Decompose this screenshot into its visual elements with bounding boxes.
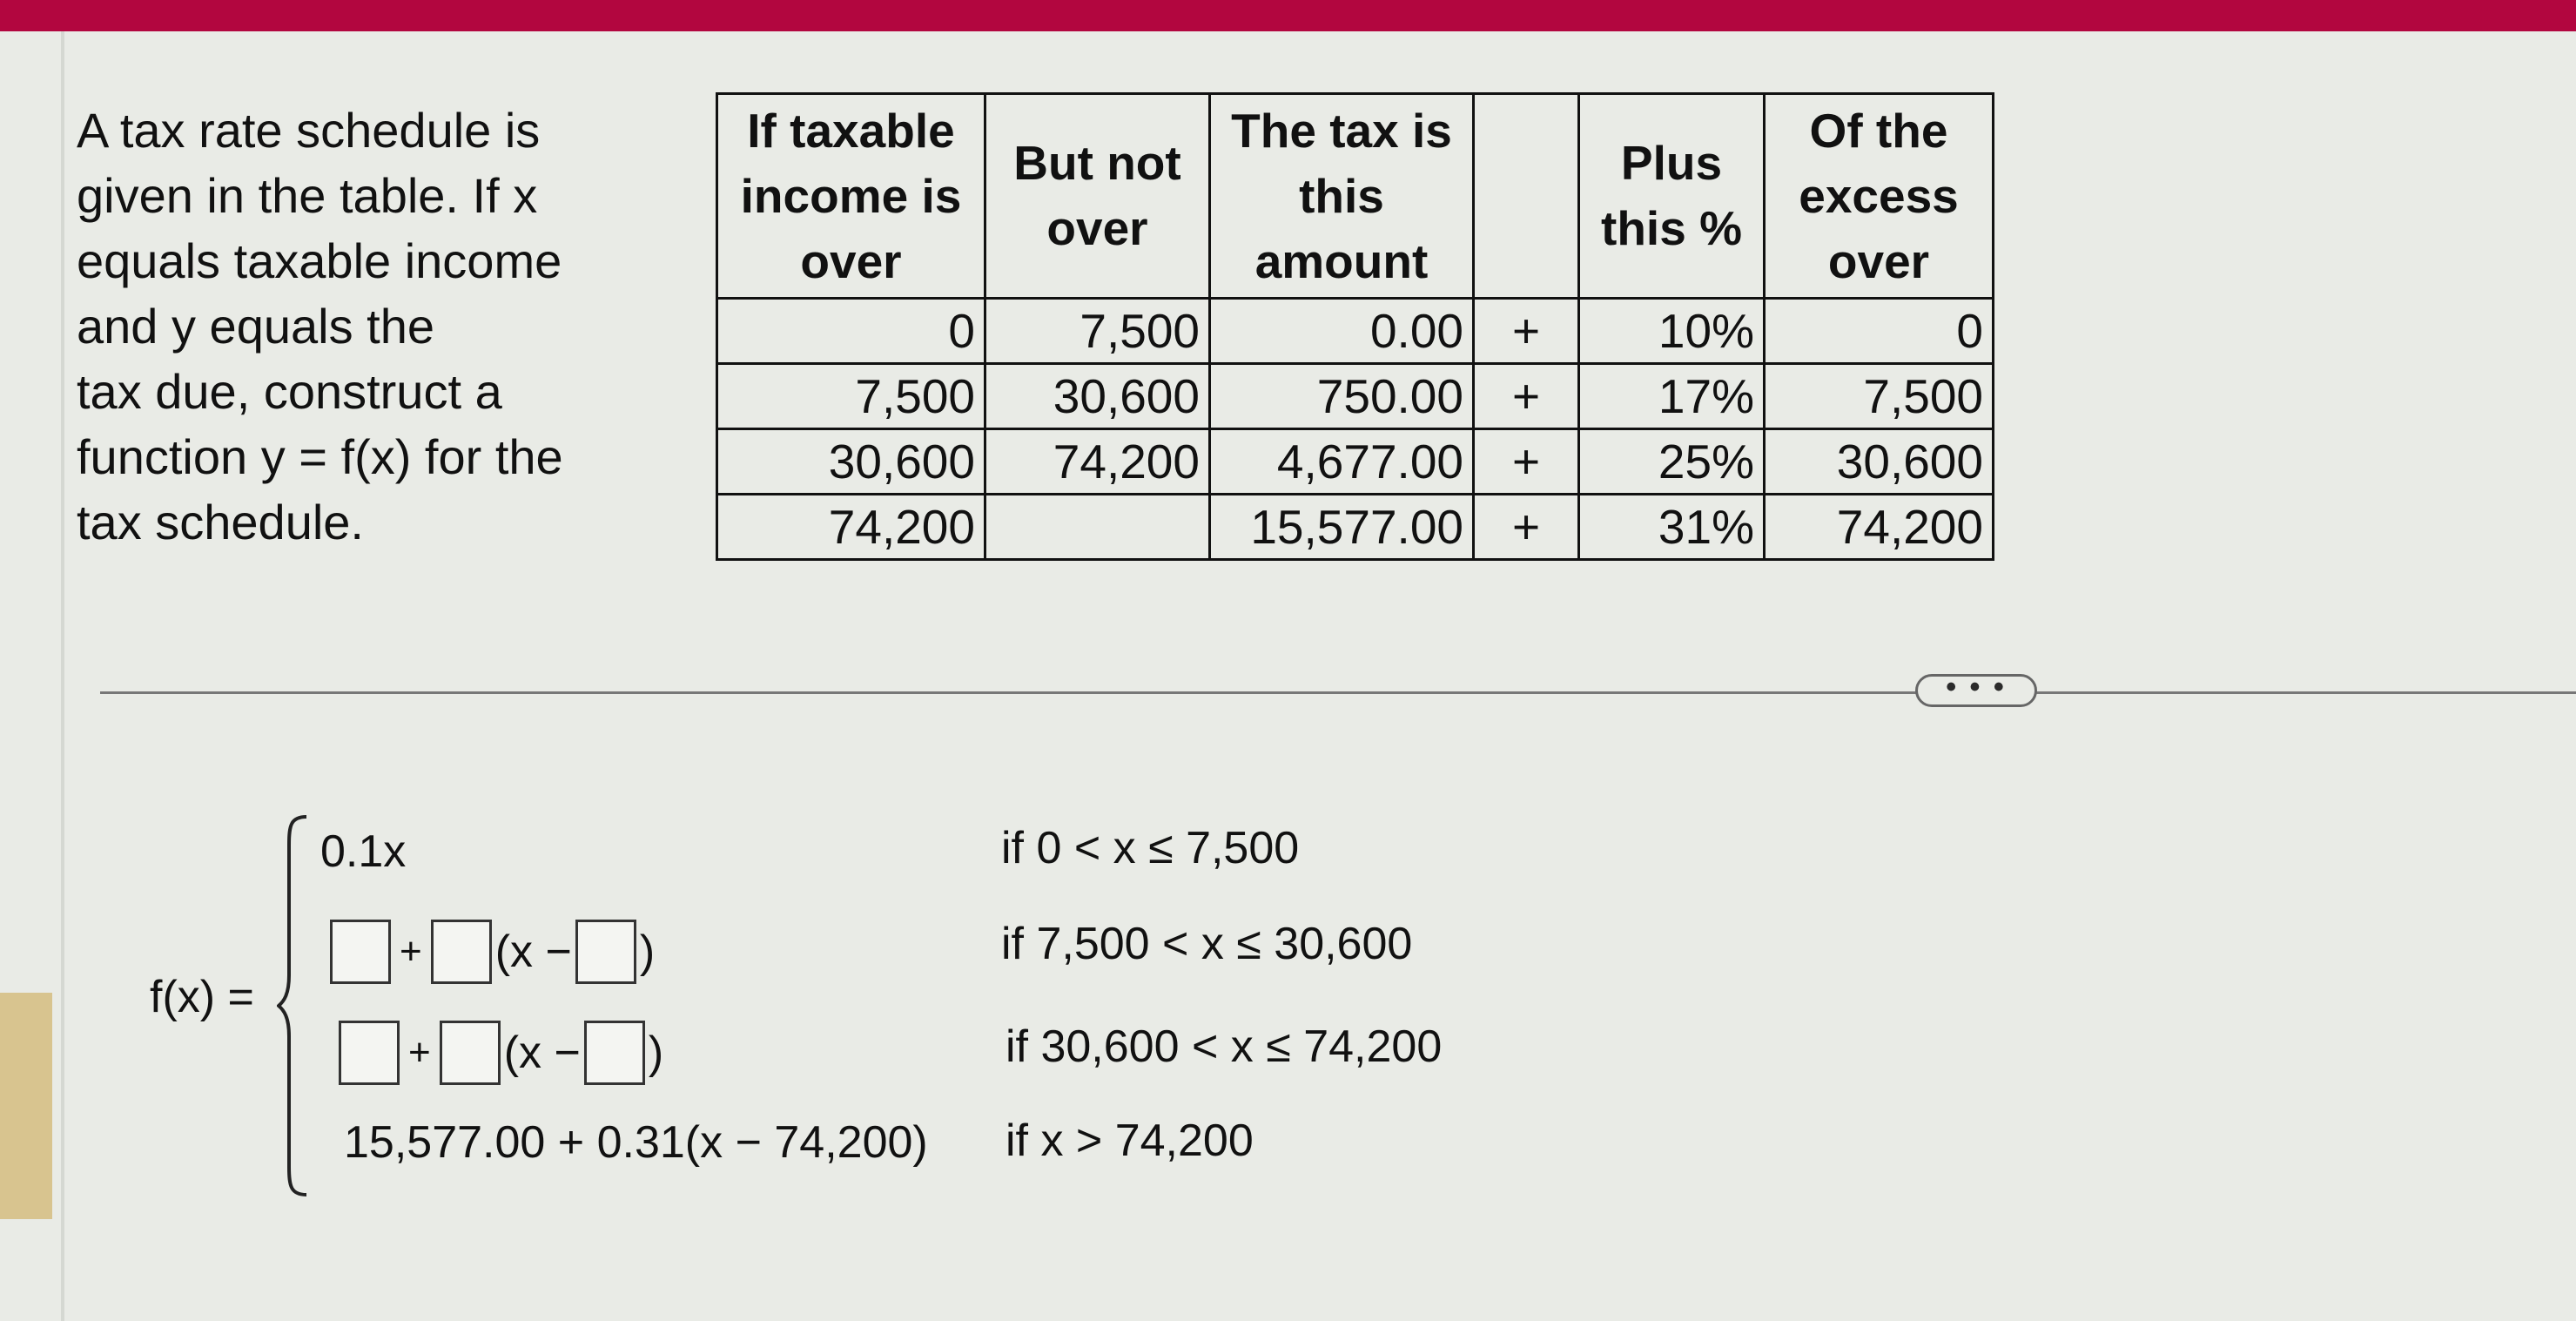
answer-box-base-tax[interactable] (339, 1021, 400, 1085)
header-but-not-over: But not over (985, 94, 1210, 299)
answer-box-rate[interactable] (431, 920, 492, 984)
table-cell: 7,500 (717, 364, 985, 429)
answer-box-excess-over[interactable] (584, 1021, 645, 1085)
case-1-expression: 0.1x (320, 826, 407, 877)
table-row (717, 495, 1994, 560)
answer-box-excess-over[interactable] (575, 920, 636, 984)
case-2-expression (326, 920, 655, 984)
header-plus-sign-column (1474, 94, 1579, 299)
table-cell: 30,600 (1765, 429, 1994, 495)
problem-line: tax schedule. (77, 495, 364, 549)
answer-box-rate[interactable] (440, 1021, 501, 1085)
table-cell: 10% (1579, 299, 1765, 364)
header-plus-percent: Plus this % (1579, 94, 1765, 299)
case-4-condition: if x > 74,200 (1006, 1115, 1254, 1166)
case-4-expression: 15,577.00 + 0.31(x − 74,200) (344, 1117, 928, 1168)
table-cell (985, 495, 1210, 560)
table-cell: 15,577.00 (1210, 495, 1474, 560)
table-cell: 25% (1579, 429, 1765, 495)
problem-statement (77, 98, 677, 555)
table-cell: 0 (1765, 299, 1994, 364)
problem-line: given in the table. If x (77, 168, 538, 223)
table-cell: + (1474, 495, 1579, 560)
table-cell: 0.00 (1210, 299, 1474, 364)
paren-close: ) (648, 1028, 664, 1078)
table-cell: 7,500 (985, 299, 1210, 364)
top-accent-bar (0, 0, 2576, 31)
problem-line: equals taxable income (77, 233, 562, 288)
table-cell: 30,600 (717, 429, 985, 495)
section-divider (100, 691, 2576, 694)
header-taxable-income-over: If taxable income is over (717, 94, 985, 299)
problem-line: and y equals the (77, 299, 434, 354)
table-cell: 0 (717, 299, 985, 364)
tax-rate-table (716, 92, 1994, 561)
table-row (717, 429, 1994, 495)
left-edge-shadow (61, 31, 64, 1321)
table-cell: 4,677.00 (1210, 429, 1474, 495)
case-2-condition: if 7,500 < x ≤ 30,600 (1001, 919, 1413, 969)
problem-line: A tax rate schedule is (77, 103, 541, 158)
table-cell: + (1474, 429, 1579, 495)
problem-line: tax due, construct a (77, 364, 502, 419)
table-row (717, 364, 1994, 429)
table-cell: 74,200 (985, 429, 1210, 495)
problem-line: function y = f(x) for the (77, 429, 563, 484)
plus-sign: + (408, 1031, 431, 1074)
function-label: f(x) = (150, 972, 254, 1022)
paren-open: (x − (503, 1028, 581, 1078)
plus-sign: + (400, 930, 422, 973)
case-1-condition: if 0 < x ≤ 7,500 (1001, 823, 1300, 873)
table-header-row (717, 94, 1994, 299)
case-3-condition: if 30,600 < x ≤ 74,200 (1006, 1021, 1443, 1072)
table-cell: 30,600 (985, 364, 1210, 429)
left-edge-strip (0, 993, 52, 1219)
table-cell: 74,200 (717, 495, 985, 560)
paren-open: (x − (494, 927, 572, 977)
table-cell: 7,500 (1765, 364, 1994, 429)
answer-box-base-tax[interactable] (330, 920, 391, 984)
table-cell: 31% (1579, 495, 1765, 560)
table-cell: 74,200 (1765, 495, 1994, 560)
more-options-button[interactable]: • • • (1915, 674, 2037, 707)
header-tax-amount: The tax is this amount (1210, 94, 1474, 299)
case-3-expression (335, 1021, 663, 1085)
table-cell: 17% (1579, 364, 1765, 429)
header-excess-over: Of the excess over (1765, 94, 1994, 299)
paren-close: ) (639, 927, 656, 977)
table-cell: + (1474, 299, 1579, 364)
table-cell: 750.00 (1210, 364, 1474, 429)
left-brace (277, 810, 312, 1202)
table-row (717, 299, 1994, 364)
table-cell: + (1474, 364, 1579, 429)
